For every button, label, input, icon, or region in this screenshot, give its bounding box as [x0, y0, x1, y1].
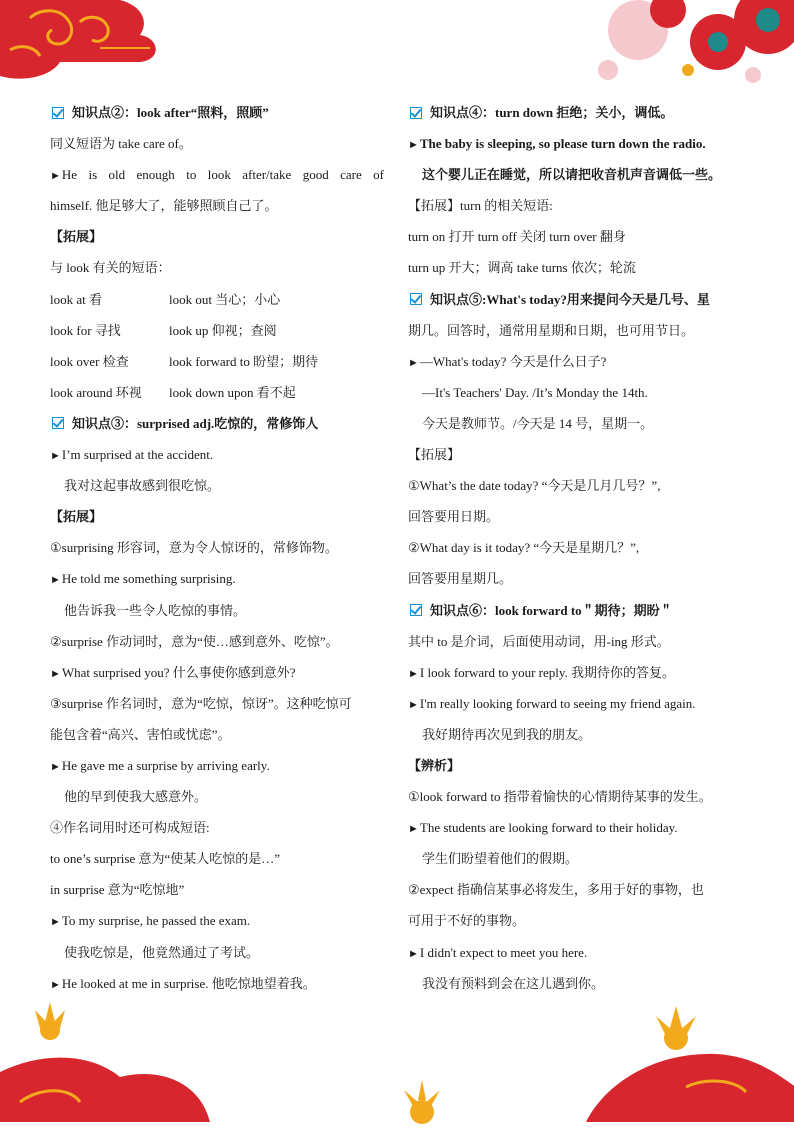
- arrow-bullet-icon: ►: [50, 170, 61, 183]
- phrase-right: look down upon 看不起: [169, 384, 296, 400]
- text-line: 我好期待再次见到我的朋友。: [422, 726, 592, 742]
- sentence-text: He is old enough to look after/take good care of: [61, 167, 384, 183]
- knowledge-point-heading: [50, 408, 384, 439]
- sentence-text: I didn't expect to meet you here.: [419, 944, 588, 960]
- text-line: 我对这起事故感到很吃惊。: [64, 478, 221, 494]
- sun-decoration-bottom-center: [392, 1078, 452, 1128]
- text-line: 我没有预料到会在这儿遇到你。: [422, 975, 605, 991]
- phrase-left: look for 寻找: [50, 322, 121, 338]
- text-line: 期几。回答时，通常用星期和日期，也可用节日。: [408, 322, 695, 338]
- arrow-bullet-icon: ►: [408, 139, 419, 152]
- phrase-pair: [50, 346, 384, 377]
- phrase-pair: [50, 284, 384, 315]
- text-line: 能包含着“高兴、害怕或忧虑”。: [50, 726, 231, 742]
- example-sentence: [408, 812, 744, 843]
- arrow-bullet-icon: ►: [50, 574, 61, 587]
- section-label: 【拓展】: [50, 509, 103, 525]
- phrase-right: look forward to 盼望；期待: [169, 353, 319, 369]
- checkbox-icon: [410, 293, 422, 305]
- sentence-text: What surprised you? 什么事使你感到意外?: [61, 664, 296, 680]
- knowledge-point-heading: [50, 97, 384, 128]
- phrase-left: look at 看: [50, 291, 102, 307]
- example-sentence: [408, 346, 744, 377]
- arrow-bullet-icon: ►: [50, 760, 61, 773]
- text-line: 回答要用日期。: [408, 509, 500, 525]
- example-sentence: [50, 750, 384, 781]
- phrase-pair: [50, 315, 384, 346]
- knowledge-point-heading: [408, 595, 744, 626]
- sentence-text: He looked at me in surprise. 他吃惊地望着我。: [61, 975, 316, 991]
- example-sentence: [50, 968, 384, 999]
- text-line: to one’s surprise 意为“使某人吃惊的是…”: [50, 851, 281, 867]
- sentence-text: He gave me a surprise by arriving early.: [61, 757, 270, 773]
- arrow-bullet-icon: ►: [408, 667, 419, 680]
- heading-text: 知识点④：turn down 拒绝；关小，调低。: [430, 105, 674, 120]
- sentence-text: —What's today? 今天是什么日子?: [419, 353, 607, 369]
- text-line: in surprise 意为“吃惊地”: [50, 882, 185, 898]
- sentence-text: The baby is sleeping, so please turn down the radio.: [419, 136, 706, 152]
- sentence-text: I look forward to your reply. 我期待你的答复。: [419, 664, 676, 680]
- checkbox-icon: [52, 417, 64, 429]
- arrow-bullet-icon: ►: [408, 356, 419, 369]
- text-line: ④作名词用时还可构成短语:: [50, 820, 210, 836]
- right-column: [408, 97, 744, 999]
- text-line: —It's Teachers' Day. /It’s Monday the 14th.: [422, 384, 648, 400]
- cloud-decoration-bottom-right: [566, 992, 794, 1122]
- checkbox-icon: [52, 107, 64, 119]
- checkbox-icon: [410, 604, 422, 616]
- phrase-right: look up 仰视；查阅: [169, 322, 277, 338]
- text-line: 可用于不好的事物。: [408, 913, 526, 929]
- text-line: 他的早到使我大感意外。: [64, 789, 208, 805]
- sentence-text: I'm really looking forward to seeing my friend again.: [419, 695, 696, 711]
- text-line: ②expect 指确信某事必将发生，多用于好的事物，也: [408, 882, 704, 898]
- example-sentence: [50, 159, 384, 190]
- phrase-right: look out 当心；小心: [169, 291, 281, 307]
- left-column: [50, 97, 384, 999]
- heading-text: 知识点②：look after“照料，照顾”: [72, 105, 269, 120]
- cloud-decoration-bottom-left: [0, 992, 250, 1122]
- example-sentence: [408, 937, 744, 968]
- heading-text: 知识点③：surprised adj.吃惊的，常修饰人: [72, 415, 319, 431]
- example-sentence: [408, 657, 744, 688]
- text-line: turn on 打开 turn off 关闭 turn over 翻身: [408, 229, 626, 245]
- example-sentence: [50, 905, 384, 936]
- text-line: 学生们盼望着他们的假期。: [422, 851, 579, 867]
- heading-text: 知识点⑤:What's today?用来提问今天是几号、星: [430, 291, 710, 307]
- knowledge-point-heading: [408, 284, 744, 315]
- phrase-left: look over 检查: [50, 353, 129, 369]
- text-line: ②What day is it today? “今天是星期几？”,: [408, 540, 640, 556]
- arrow-bullet-icon: ►: [408, 947, 419, 960]
- arrow-bullet-icon: ►: [50, 450, 61, 463]
- text-line: ①What’s the date today? “今天是几月几号？”,: [408, 478, 661, 494]
- text-line: 其中 to 是介词，后面使用动词，用-ing 形式。: [408, 633, 670, 649]
- cloud-decoration-top-left: [0, 0, 170, 90]
- arrow-bullet-icon: ►: [50, 916, 61, 929]
- text-line: 他告诉我一些令人吃惊的事情。: [64, 602, 247, 618]
- text-line: 与 look 有关的短语：: [50, 260, 171, 276]
- text-line: ③surprise 作名词时，意为“吃惊，惊讶”。这种吃惊可: [50, 695, 352, 711]
- text-line: 回答要用星期几。: [408, 571, 513, 587]
- sentence-text: I’m surprised at the accident.: [61, 447, 214, 463]
- arrow-bullet-icon: ►: [50, 667, 61, 680]
- flower-decoration-top-right: [578, 0, 794, 100]
- text-line: ①surprising 形容词，意为令人惊讶的，常修饰物。: [50, 540, 338, 556]
- text-line: 【拓展】: [408, 447, 461, 463]
- phrase-left: look around 环视: [50, 384, 142, 400]
- arrow-bullet-icon: ►: [408, 698, 419, 711]
- knowledge-point-heading: [408, 97, 744, 128]
- text-line: ①look forward to 指带着愉快的心情期待某事的发生。: [408, 789, 712, 805]
- example-sentence: [50, 563, 384, 594]
- text-line: 这个婴儿正在睡觉，所以请把收音机声音调低一些。: [422, 167, 722, 183]
- arrow-bullet-icon: ►: [50, 978, 61, 991]
- example-sentence: [50, 439, 384, 470]
- example-sentence: [50, 657, 384, 688]
- sentence-text: The students are looking forward to their holiday.: [419, 820, 678, 836]
- heading-text: 知识点⑥：look forward to＂期待；期盼＂: [430, 602, 673, 618]
- text-line: himself. 他足够大了，能够照顾自己了。: [50, 198, 278, 214]
- sentence-text: He told me something surprising.: [61, 571, 236, 587]
- section-label: 【拓展】: [50, 229, 103, 245]
- text-line: 今天是教师节。/今天是 14 号，星期一。: [422, 415, 654, 431]
- sentence-text: To my surprise, he passed the exam.: [61, 913, 251, 929]
- phrase-pair: [50, 377, 384, 408]
- text-line: 同义短语为 take care of。: [50, 136, 192, 152]
- example-sentence: [408, 128, 744, 159]
- checkbox-icon: [410, 107, 422, 119]
- text-line: 使我吃惊是，他竟然通过了考试。: [64, 944, 260, 960]
- example-sentence: [408, 688, 744, 719]
- arrow-bullet-icon: ►: [408, 823, 419, 836]
- text-line: ②surprise 作动词时，意为“使…感到意外、吃惊”。: [50, 633, 339, 649]
- text-line: turn up 开大；调高 take turns 依次；轮流: [408, 260, 636, 276]
- section-label: 【辨析】: [408, 757, 461, 773]
- text-line: 【拓展】turn 的相关短语:: [408, 198, 553, 214]
